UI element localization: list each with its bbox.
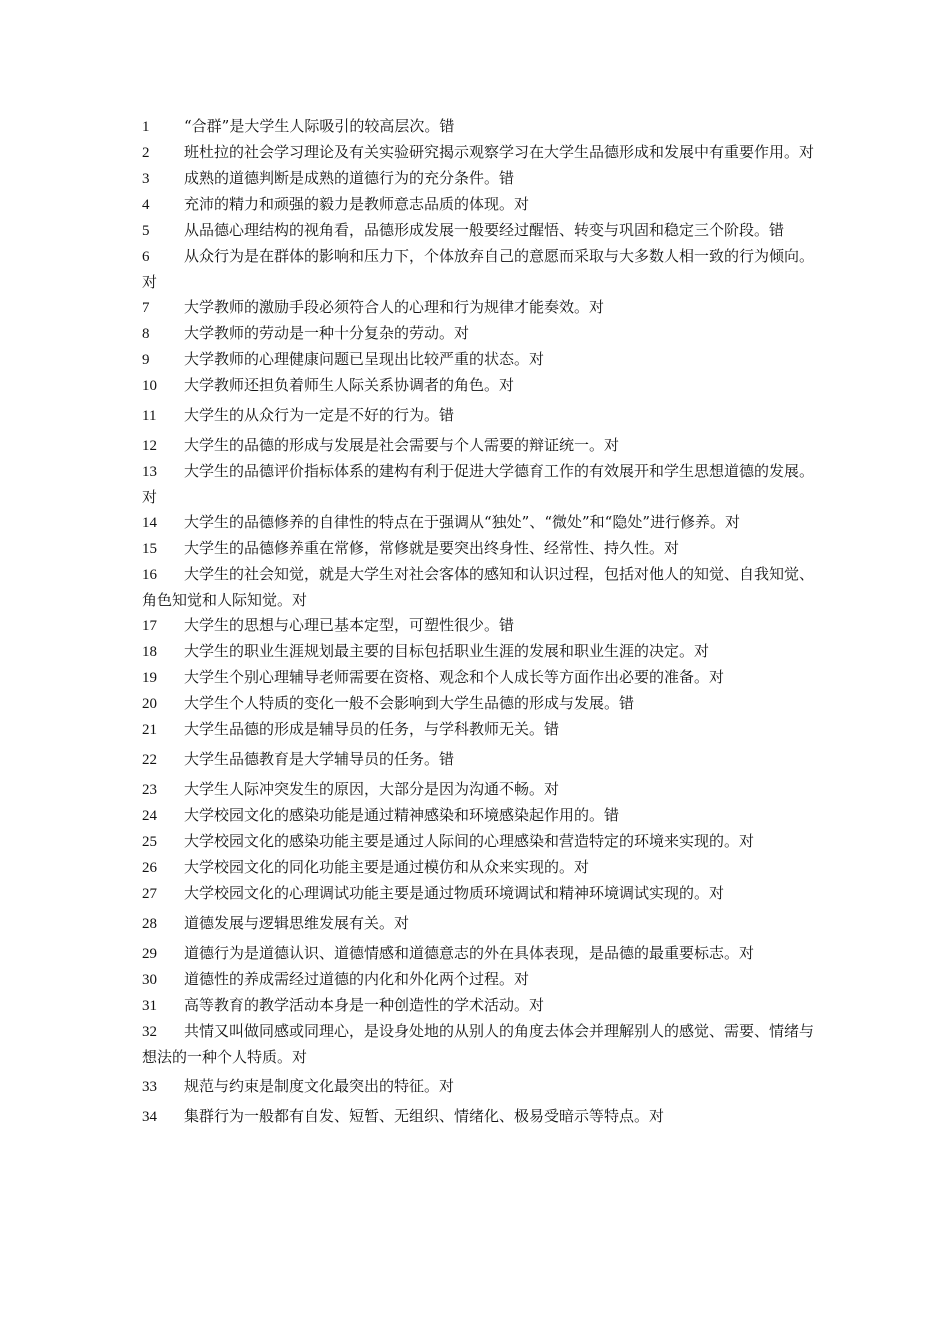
question-item	[142, 911, 814, 937]
question-item	[142, 373, 814, 399]
question-item	[142, 536, 814, 562]
question-number: 26	[142, 860, 157, 876]
question-item	[142, 967, 814, 993]
question-item	[142, 347, 814, 373]
question-text: 大学生的品德修养的自律性的特点在于强调从“独处”、“微处”和“隐处”进行修养。对	[184, 513, 741, 531]
question-text: 大学校园文化的感染功能主要是通过人际间的心理感染和营造特定的环境来实现的。对	[184, 832, 755, 850]
question-item	[142, 829, 814, 855]
question-text: 从众行为是在群体的影响和压力下，个体放弃自己的意愿而采取与大多数人相一致的行为倾向。对	[142, 247, 815, 291]
question-number: 25	[142, 834, 157, 850]
question-number: 11	[142, 408, 157, 424]
question-number: 14	[142, 515, 157, 531]
question-number: 18	[142, 644, 157, 660]
document-page	[142, 114, 814, 1130]
question-item	[142, 433, 814, 459]
question-text: 道德性的养成需经过道德的内化和外化两个过程。对	[184, 970, 530, 988]
question-text: 大学生的从众行为一定是不好的行为。错	[184, 406, 455, 424]
question-text: 大学教师的劳动是一种十分复杂的劳动。对	[184, 324, 470, 342]
question-number: 27	[142, 886, 157, 902]
question-text: 从品德心理结构的视角看，品德形成发展一般要经过醒悟、转变与巩固和稳定三个阶段。错	[184, 221, 785, 239]
question-item	[142, 881, 814, 907]
question-number: 16	[142, 567, 157, 583]
question-text: 共情又叫做同感或同理心，是设身处地的从别人的角度去体会并理解别人的感觉、需要、情绪与想法的一种个人特质。对	[142, 1022, 815, 1066]
question-item	[142, 665, 814, 691]
question-number: 28	[142, 916, 157, 932]
question-item	[142, 321, 814, 347]
question-text: 高等教育的教学活动本身是一种创造性的学术活动。对	[184, 996, 545, 1014]
question-text: 充沛的精力和顽强的毅力是教师意志品质的体现。对	[184, 195, 530, 213]
question-number: 22	[142, 752, 157, 768]
question-item	[142, 691, 814, 717]
question-text: 大学生品德教育是大学辅导员的任务。错	[184, 750, 455, 768]
question-number: 15	[142, 541, 157, 557]
question-item	[142, 114, 814, 140]
question-text: 集群行为一般都有自发、短暂、无组织、情绪化、极易受暗示等特点。对	[184, 1107, 665, 1125]
question-number: 29	[142, 946, 157, 962]
question-number: 17	[142, 618, 157, 634]
question-item	[142, 717, 814, 743]
question-item	[142, 1104, 814, 1130]
question-text: 班杜拉的社会学习理论及有关实验研究揭示观察学习在大学生品德形成和发展中有重要作用。对	[184, 143, 815, 161]
question-number: 8	[142, 326, 150, 342]
question-text: 大学生的品德修养重在常修，常修就是要突出终身性、经常性、持久性。对	[184, 539, 680, 557]
question-item	[142, 218, 814, 244]
question-text: 大学生的社会知觉，就是大学生对社会客体的感知和认识过程，包括对他人的知觉、自我知觉、角色知觉和人际知觉。对	[142, 565, 815, 609]
question-text: 大学生人际冲突发生的原因，大部分是因为沟通不畅。对	[184, 780, 560, 798]
question-text: 大学生品德的形成是辅导员的任务，与学科教师无关。错	[184, 720, 560, 738]
question-text: 大学生个别心理辅导老师需要在资格、观念和个人成长等方面作出必要的准备。对	[184, 668, 725, 686]
question-item	[142, 1074, 814, 1100]
question-item	[142, 192, 814, 218]
question-text: 大学生的品德的形成与发展是社会需要与个人需要的辩证统一。对	[184, 436, 620, 454]
question-number: 9	[142, 352, 150, 368]
question-text: 道德发展与逻辑思维发展有关。对	[184, 914, 410, 932]
question-text: 大学校园文化的同化功能主要是通过模仿和从众来实现的。对	[184, 858, 590, 876]
question-text: 道德行为是道德认识、道德情感和道德意志的外在具体表现，是品德的最重要标志。对	[184, 944, 755, 962]
question-item	[142, 993, 814, 1019]
question-number: 2	[142, 145, 150, 161]
question-number: 21	[142, 722, 157, 738]
question-text: 大学生的思想与心理已基本定型，可塑性很少。错	[184, 616, 515, 634]
question-item	[142, 244, 814, 295]
question-text: 大学生的品德评价指标体系的建构有利于促进大学德育工作的有效展开和学生思想道德的发展。对	[142, 462, 815, 506]
question-number: 1	[142, 119, 150, 135]
question-item	[142, 295, 814, 321]
question-text: 大学生个人特质的变化一般不会影响到大学生品德的形成与发展。错	[184, 694, 635, 712]
question-item	[142, 1019, 814, 1070]
question-number: 34	[142, 1109, 157, 1125]
question-item	[142, 166, 814, 192]
question-item	[142, 803, 814, 829]
question-number: 5	[142, 223, 150, 239]
question-number: 23	[142, 782, 157, 798]
question-text: 大学校园文化的心理调试功能主要是通过物质环境调试和精神环境调试实现的。对	[184, 884, 725, 902]
question-number: 32	[142, 1024, 157, 1040]
question-number: 12	[142, 438, 157, 454]
question-number: 24	[142, 808, 157, 824]
question-text: 规范与约束是制度文化最突出的特征。对	[184, 1077, 455, 1095]
question-number: 3	[142, 171, 150, 187]
question-item	[142, 613, 814, 639]
question-item	[142, 747, 814, 773]
question-text: 大学教师的激励手段必须符合人的心理和行为规律才能奏效。对	[184, 298, 605, 316]
question-text: 成熟的道德判断是成熟的道德行为的充分条件。错	[184, 169, 515, 187]
question-number: 20	[142, 696, 157, 712]
question-number: 6	[142, 249, 150, 265]
question-text: 大学校园文化的感染功能是通过精神感染和环境感染起作用的。错	[184, 806, 620, 824]
question-item	[142, 777, 814, 803]
question-number: 19	[142, 670, 157, 686]
question-item	[142, 140, 814, 166]
question-number: 13	[142, 464, 157, 480]
question-item	[142, 639, 814, 665]
question-item	[142, 941, 814, 967]
question-item	[142, 403, 814, 429]
question-number: 4	[142, 197, 150, 213]
question-item	[142, 562, 814, 613]
question-number: 33	[142, 1079, 157, 1095]
question-number: 31	[142, 998, 157, 1014]
question-item	[142, 510, 814, 536]
question-text: 大学教师还担负着师生人际关系协调者的角色。对	[184, 376, 515, 394]
question-text: “合群”是大学生人际吸引的较高层次。错	[184, 117, 455, 135]
question-number: 10	[142, 378, 157, 394]
question-item	[142, 855, 814, 881]
question-text: 大学教师的心理健康问题已呈现出比较严重的状态。对	[184, 350, 545, 368]
question-item	[142, 459, 814, 510]
question-number: 30	[142, 972, 157, 988]
question-number: 7	[142, 300, 150, 316]
question-text: 大学生的职业生涯规划最主要的目标包括职业生涯的发展和职业生涯的决定。对	[184, 642, 710, 660]
